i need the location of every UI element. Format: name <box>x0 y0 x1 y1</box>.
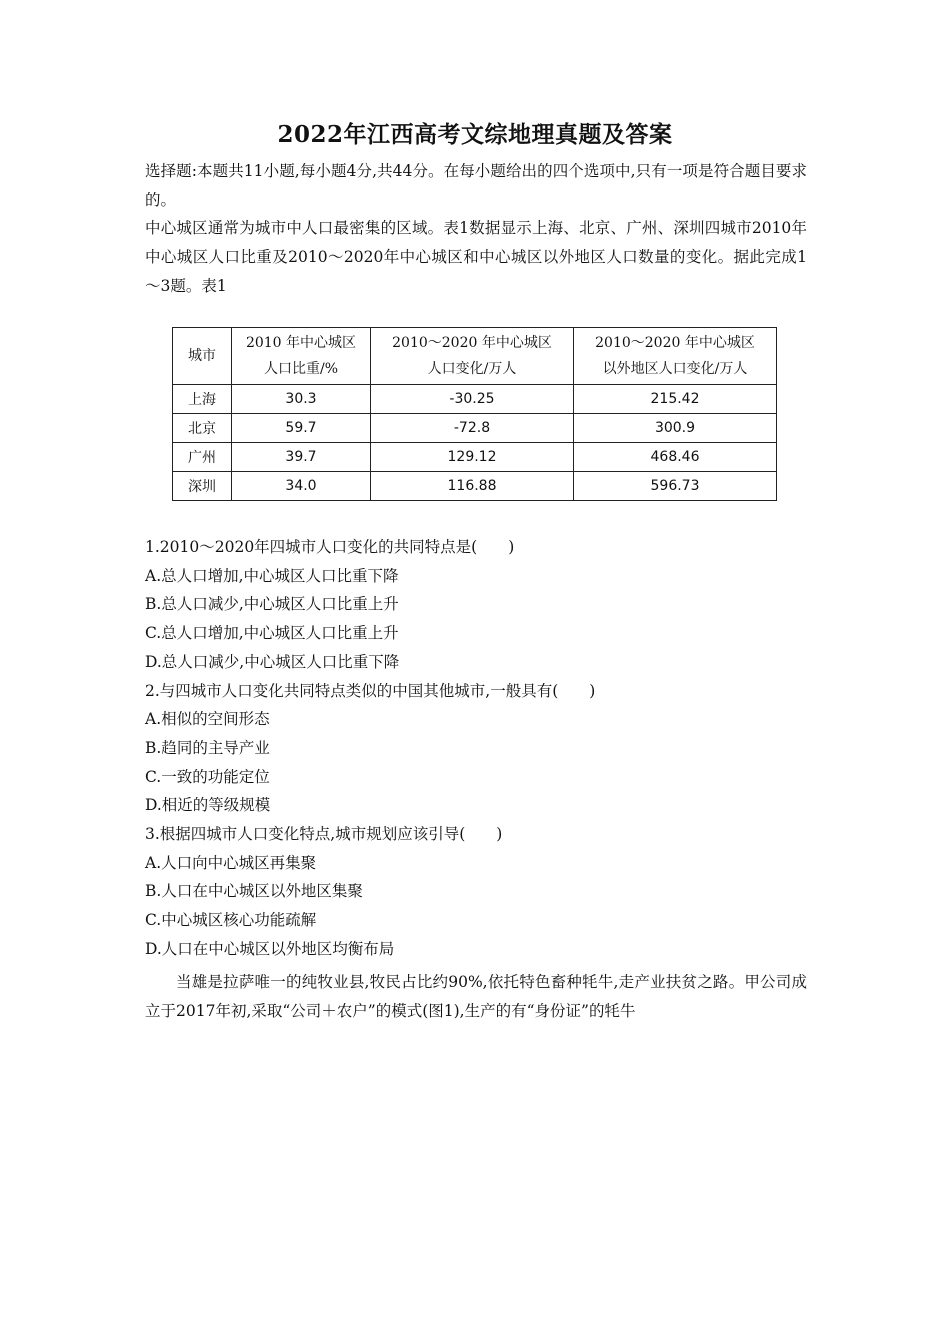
header-share-2010 <box>232 328 371 385</box>
instruction-paragraph: 选择题:本题共11小题,每小题4分,共44分。在每小题给出的四个选项中,只有一项是符合题目要求的。 <box>145 162 807 209</box>
table-header-row <box>173 328 777 385</box>
question-option: D.相近的等级规模 <box>145 796 271 815</box>
header-line: 2010～2020 年中心城区 <box>595 335 755 351</box>
question-stem: 1.2010～2020年四城市人口变化的共同特点是( ) <box>145 538 515 556</box>
question-stem: 3.根据四城市人口变化特点,城市规划应该引导( ) <box>145 825 503 844</box>
question-option: B.人口在中心城区以外地区集聚 <box>145 882 363 901</box>
question-option: A.人口向中心城区再集聚 <box>145 853 317 872</box>
table-cell: 468.46 <box>574 443 777 472</box>
table-cell: 215.42 <box>574 385 777 414</box>
question-option: B.趋同的主导产业 <box>145 738 270 757</box>
question-option: D.人口在中心城区以外地区均衡布局 <box>145 939 395 958</box>
table-cell: 广州 <box>173 443 232 472</box>
header-city <box>173 328 232 385</box>
table-cell: 59.7 <box>232 414 371 443</box>
dangxiong-paragraph: 当雄是拉萨唯一的纯牧业县,牧民占比约90%,依托特色畜种牦牛,走产业扶贫之路。甲公司成立于2017年初,采取“公司＋农户”的模式(图1),生产的有“身份证”的牦牛 <box>145 973 807 1020</box>
table-cell: 上海 <box>173 385 232 414</box>
table-cell: 129.12 <box>371 443 574 472</box>
table-row <box>173 472 777 501</box>
question-option: C.中心城区核心功能疏解 <box>145 911 317 930</box>
table-cell: -72.8 <box>371 414 574 443</box>
header-outer-change <box>574 328 777 385</box>
table-cell: 34.0 <box>232 472 371 501</box>
question-stem: 2.与四城市人口变化共同特点类似的中国其他城市,一般具有( ) <box>145 681 596 700</box>
header-line: 以外地区人口变化/万人 <box>602 361 748 377</box>
population-table <box>172 327 777 501</box>
question-option: C.一致的功能定位 <box>145 767 270 786</box>
context-paragraph: 中心城区通常为城市中人口最密集的区域。表1数据显示上海、北京、广州、深圳四城市2010年中心城区人口比重及2010～2020年中心城区和中心城区以外地区人口数量的变化。据此完成1～3题。表1 <box>145 219 807 295</box>
table-cell: 北京 <box>173 414 232 443</box>
question-option: A.相似的空间形态 <box>145 710 270 729</box>
header-line: 2010～2020 年中心城区 <box>392 335 552 351</box>
header-line: 人口变化/万人 <box>427 361 517 377</box>
table-cell: 39.7 <box>232 443 371 472</box>
table-cell: 596.73 <box>574 472 777 501</box>
question-option: C.总人口增加,中心城区人口比重上升 <box>145 624 399 643</box>
table-cell: -30.25 <box>371 385 574 414</box>
header-center-change <box>371 328 574 385</box>
question-option: B.总人口减少,中心城区人口比重上升 <box>145 595 399 614</box>
table-row <box>173 414 777 443</box>
table-cell: 300.9 <box>574 414 777 443</box>
table-row <box>173 385 777 414</box>
question-option: D.总人口减少,中心城区人口比重下降 <box>145 652 400 671</box>
header-line: 2010 年中心城区 <box>245 335 357 351</box>
table-row <box>173 443 777 472</box>
table-cell: 116.88 <box>371 472 574 501</box>
table-cell: 深圳 <box>173 472 232 501</box>
question-list <box>145 533 807 964</box>
question-option: A.总人口增加,中心城区人口比重下降 <box>145 566 399 585</box>
header-line: 人口比重/% <box>263 361 339 377</box>
table-cell: 30.3 <box>232 385 371 414</box>
document-title: 2022年江西高考文综地理真题及答案 <box>277 121 673 148</box>
header-city-text: 城市 <box>188 348 216 364</box>
